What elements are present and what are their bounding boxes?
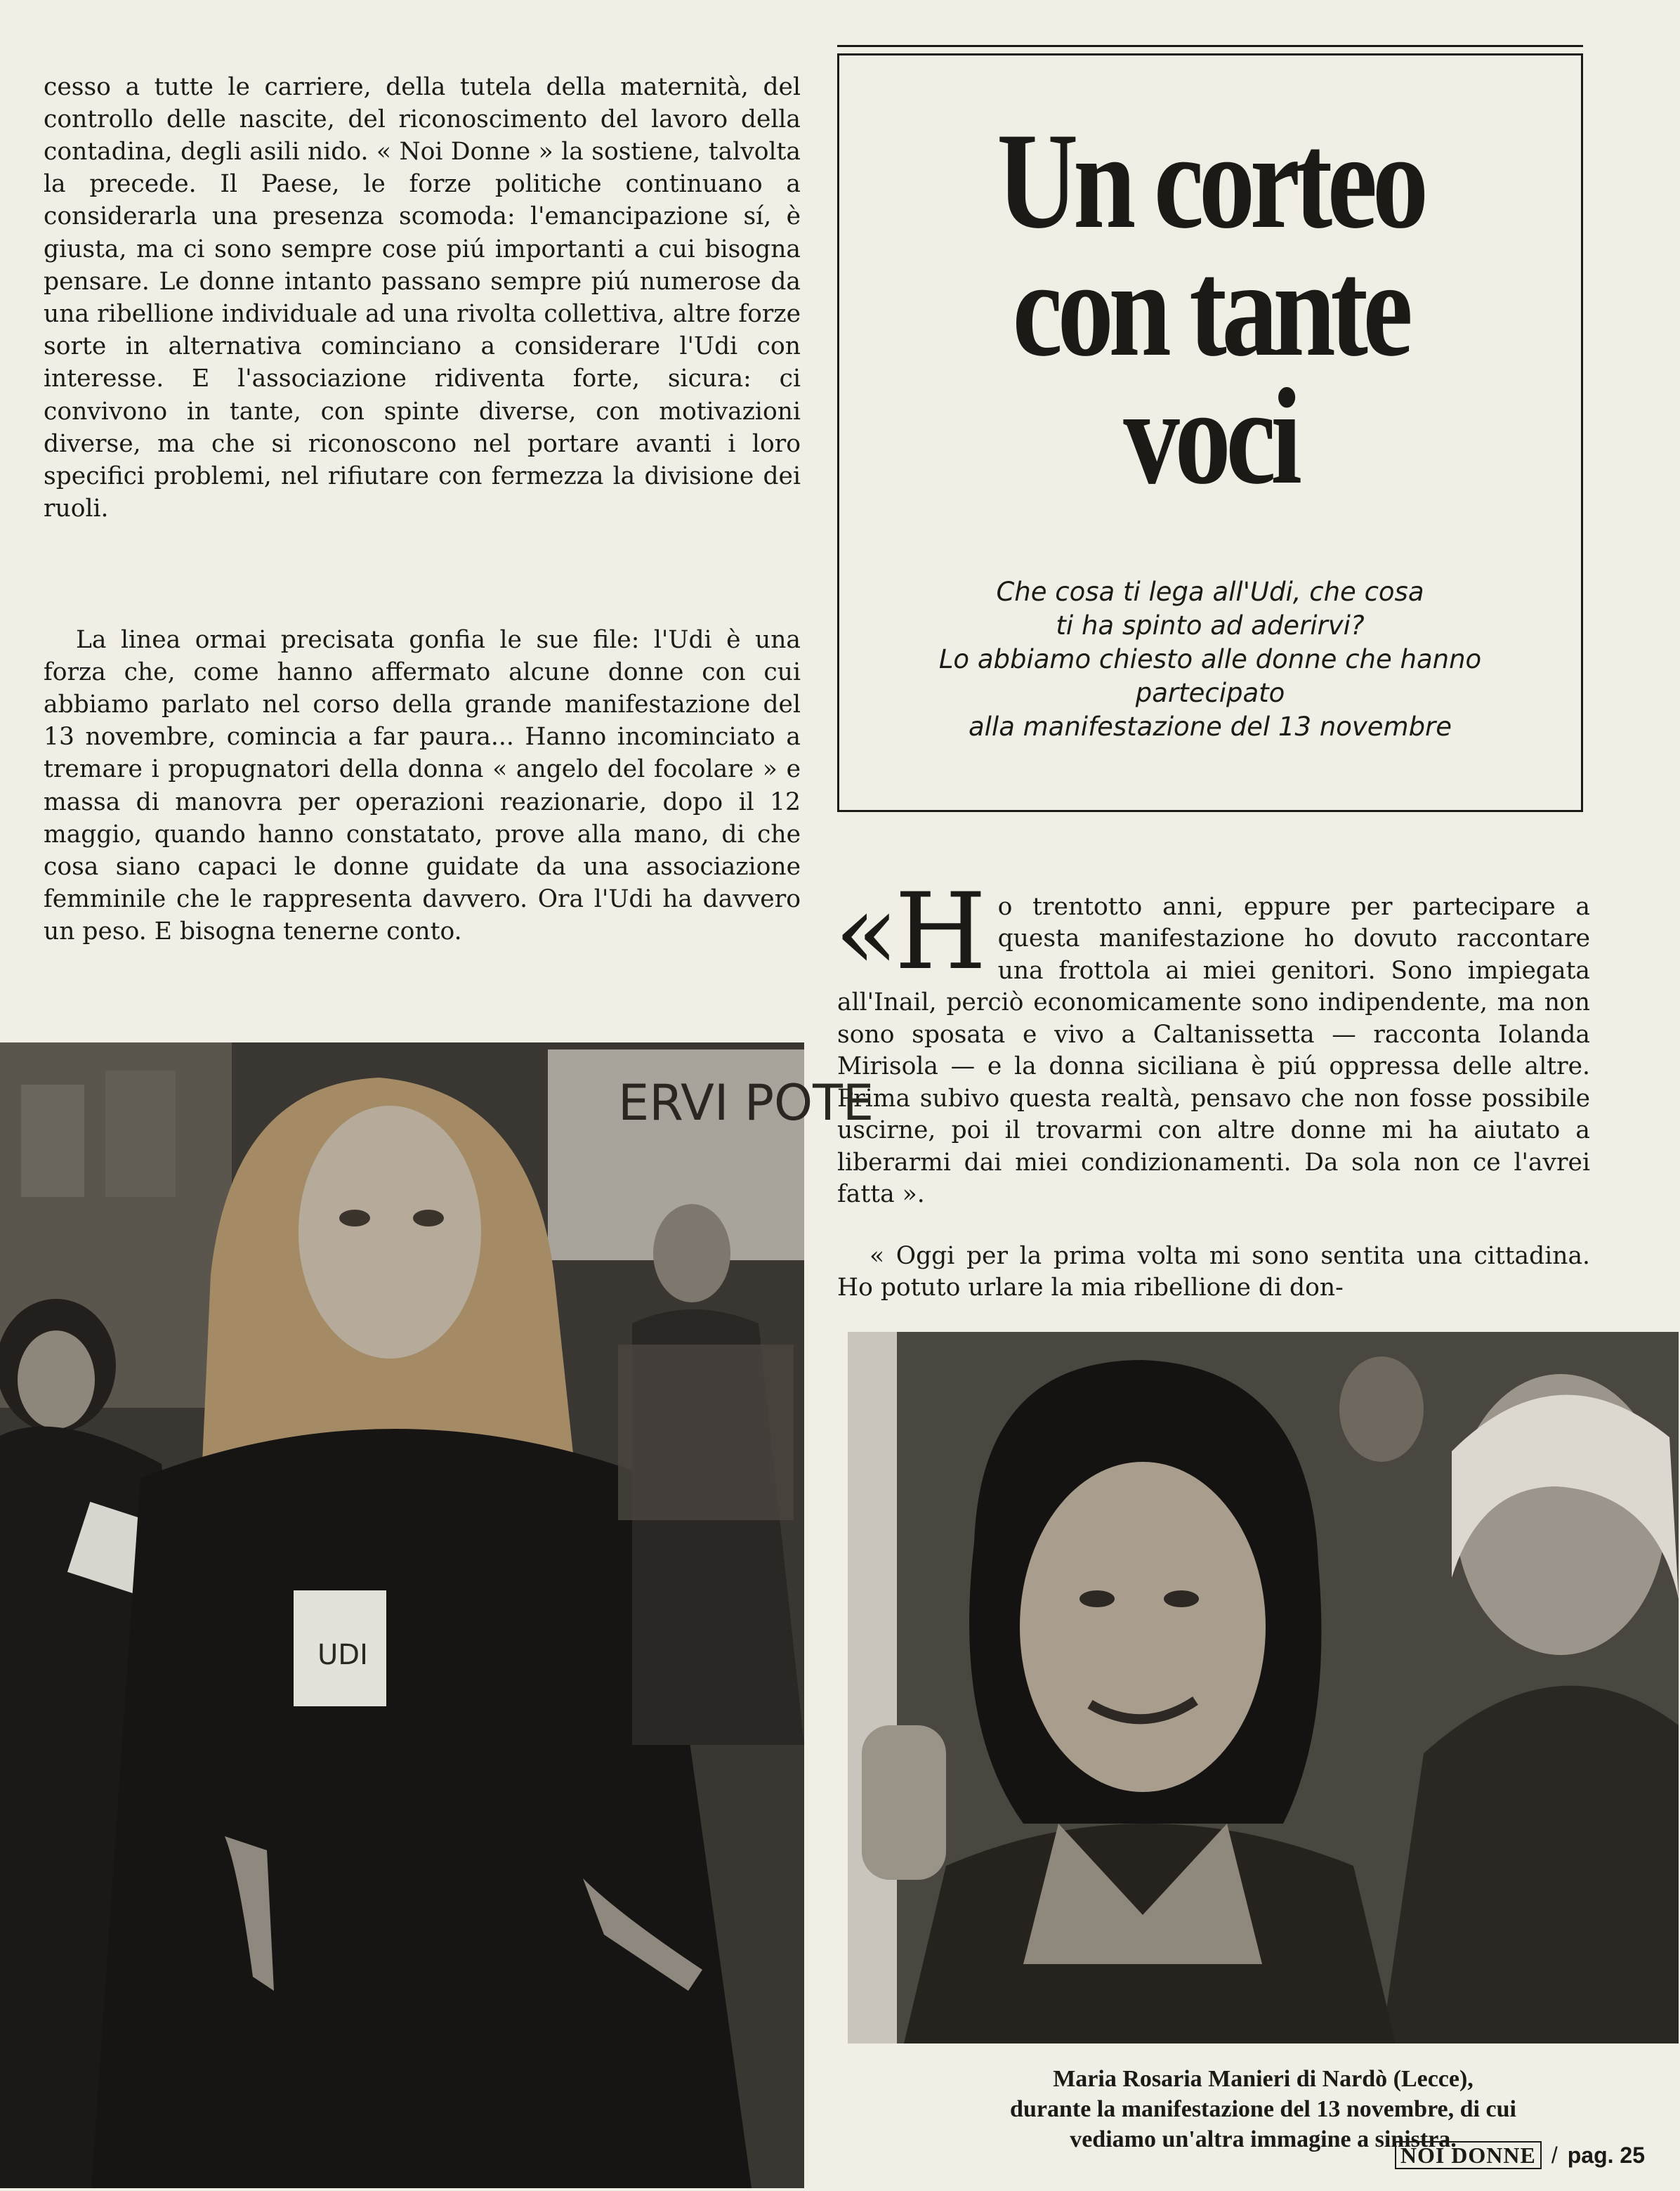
- protest-sign-text: ERVI POTE: [618, 1074, 874, 1132]
- headline-line-2: con tante: [1012, 233, 1408, 385]
- headline-line-1: Un corteo: [997, 105, 1424, 257]
- subhead-line-4: partecipato: [1135, 678, 1285, 708]
- footer-separator: /: [1551, 2143, 1558, 2168]
- body-paragraph-1: cesso a tutte le carriere, della tutela della maternità, del controllo delle nascite, del riconoscimento del lavoro della contadina, degli asili nido. « Noi Donne » la sostiene, talvolta la precede. Il Paese, le forze politiche continuano a considerarla una presenza scomoda: l'emancipazione sí, è giusta, ma ci sono sempre cose piú importanti a cui bisogna pensare. Le donne intanto passano sempre piú numerose da una ribellione individuale ad una rivolta collettiva, altre forze sorte in alternativa cominciano a considerare l'Udi con interesse. E l'associazione ridiventa forte, sicura: ci convivono in tante, con spinte diverse, con motivazioni diverse, ma che si riconoscono nel portare avanti i loro specifici problemi, nel rifiutare con fermezza la divisione dei ruoli.: [44, 72, 801, 523]
- interview-paragraph-1: [834, 870, 1590, 1211]
- body-paragraph-2: La linea ormai precisata gonfia le sue file: l'Udi è una forza che, come hanno affermato alcune donne con cui abbiamo parlato nel corso della grande manifestazione del 13 novembre, comincia a far paura... Hanno incominciato a tremare i propugnatori della donna « angelo del focolare » e massa di manovra per operazioni reazionarie, dopo il 12 maggio, quando hanno constatato, prove alla mano, di che cosa siano capaci le donne guidate da una associazione femminile che le rappresenta davvero. Ora l'Udi ha davvero un peso. E bisogna tenerne conto.: [44, 625, 801, 946]
- page-number: pag. 25: [1567, 2143, 1645, 2168]
- interview-paragraph-2: « Oggi per la prima volta mi sono sentita una cittadina. Ho potuto urlare la mia ribellione di don-: [837, 1241, 1590, 1302]
- photo-march-women: [0, 1042, 874, 2188]
- subhead-line-3: Lo abbiamo chiesto alle donne che hanno: [938, 644, 1482, 674]
- headline-line-3: voci: [1123, 360, 1297, 513]
- page-footer: [1395, 2143, 1645, 2169]
- subhead-line-5: alla manifestazione del 13 novembre: [968, 712, 1452, 742]
- magazine-logo: NOI DONNE: [1395, 2141, 1542, 2169]
- photo-portrait-drawing: [848, 1332, 1679, 2043]
- interview-paragraph-1-text: o trentotto anni, eppure per partecipare a questa manifestazione ho dovuto raccontare una frottola ai miei genitori. Sono impiegata all'Inail, perciò economicamente sono indipendente, ma non sono sposata e vivo a Caltanissetta — racconta Iolanda Mirisola — e la donna siciliana è piú oppressa delle altre. Prima subivo questa realtà, pensavo che non fosse possibile uscirne, poi il trovarmi con altre donne mi ha aiutato a liberarmi dai miei condizionamenti. Da sola non ce l'avrei fatta ».: [837, 892, 1590, 1208]
- photo-caption: [848, 2064, 1679, 2154]
- caption-line-1: Maria Rosaria Manieri di Nardò (Lecce),: [1053, 2066, 1474, 2092]
- photo-march-women-drawing: [0, 1042, 874, 2188]
- subheadline: [860, 575, 1560, 744]
- subhead-line-1: Che cosa ti lega all'Udi, che cosa: [996, 577, 1424, 607]
- udi-badge-text: UDI: [317, 1639, 368, 1671]
- caption-line-2: durante la manifestazione del 13 novembre, di cui: [1010, 2096, 1516, 2122]
- title-box-top-rule: [837, 45, 1583, 47]
- drop-cap: «H: [834, 870, 983, 993]
- caption-line-3: vediamo un'altra immagine a sinistra.: [1070, 2126, 1457, 2152]
- photo-maria-rosaria-manieri: [848, 1332, 1679, 2043]
- headline: [906, 105, 1514, 513]
- subhead-line-2: ti ha spinto ad aderirvi?: [1056, 610, 1365, 641]
- title-box: [837, 53, 1583, 812]
